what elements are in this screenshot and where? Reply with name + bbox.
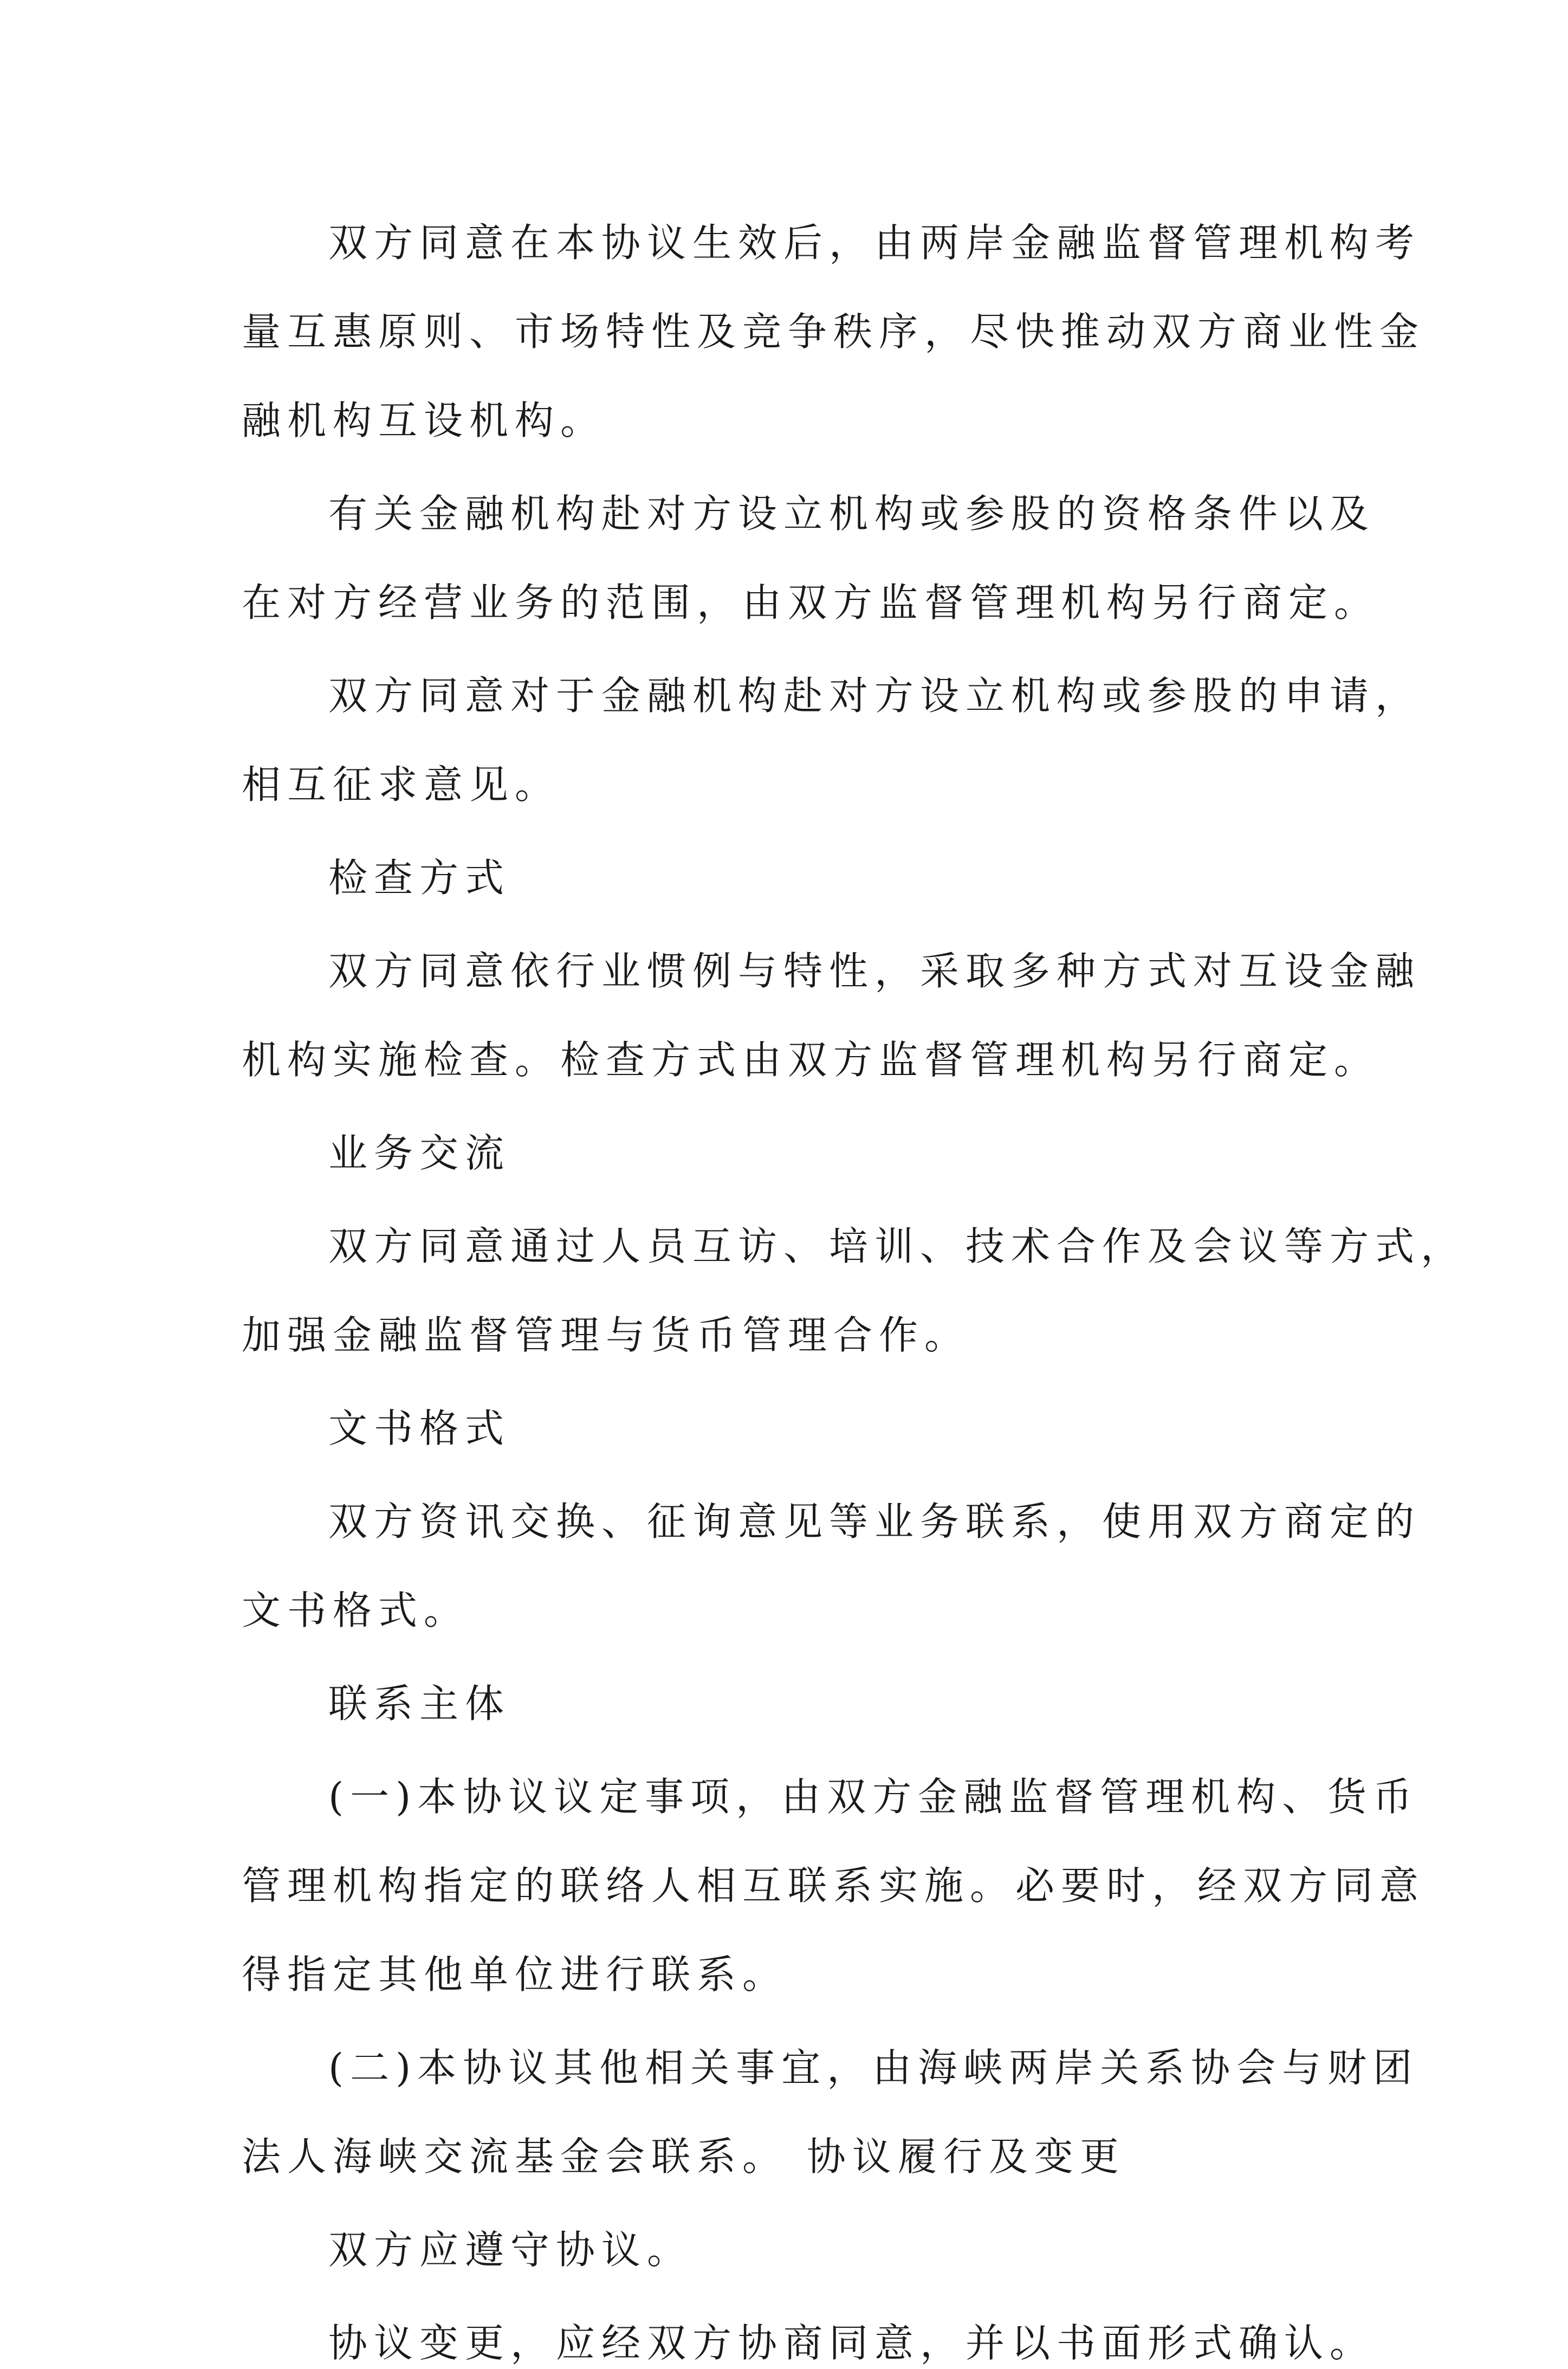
paragraph [242,2224,1336,2276]
text-line: 双方同意依行业惯例与特性，采取多种方式对互设金融 [328,948,1421,994]
text-line: 有关金融机构赴对方设立机构或参股的资格条件以及 [328,491,1376,536]
text-line: 双方同意对于金融机构赴对方设立机构或参股的申请， [328,673,1421,719]
paragraph [242,1220,1467,1361]
heading-text: 联系主体 [328,1681,511,1726]
paragraph [242,670,1421,811]
paragraph [242,2317,1376,2369]
section-heading [242,1402,1336,1454]
heading-text: 文书格式 [328,1406,511,1451]
text-line: 文书格式。 [242,1588,470,1633]
paragraph [242,945,1421,1086]
text-line: 管理机构指定的联络人相互联系实施。必要时，经双方同意 [242,1863,1426,1908]
document-page [242,217,1467,2369]
text-line: 机构实施检查。检查方式由双方监督管理机构另行商定。 [242,1037,1380,1083]
text-line: 双方同意通过人员互访、培训、技术合作及会议等方式， [328,1224,1467,1269]
heading-text: 检查方式 [328,855,511,901]
text-line: (二)本协议其他相关事宜，由海峡两岸关系协会与财团 [328,2045,1419,2090]
paragraph [242,1496,1421,1636]
text-line: 双方资讯交换、征询意见等业务联系，使用双方商定的 [328,1499,1421,1544]
text-line: 得指定其他单位进行联系。 [242,1952,788,1997]
text-line: 相互征求意见。 [242,762,561,807]
section-heading [242,852,1336,904]
text-line: 在对方经营业务的范围，由双方监督管理机构另行商定。 [242,580,1380,625]
paragraph [242,2042,1419,2183]
paragraph [242,217,1426,446]
section-heading [242,1678,1336,1730]
text-line: 双方同意在本协议生效后，由两岸金融监督管理机构考 [328,220,1421,266]
paragraph [242,488,1380,629]
text-line: 融机构互设机构。 [242,398,606,443]
text-line: (一)本协议议定事项，由双方金融监督管理机构、货币 [328,1774,1419,1820]
text-line: 量互惠原则、市场特性及竞争秩序，尽快推动双方商业性金 [242,309,1426,354]
paragraph [242,1771,1426,2001]
text-line: 法人海峡交流基金会联系。 协议履行及变更 [242,2134,1125,2179]
text-line: 加强金融监督管理与货币管理合作。 [242,1312,970,1358]
heading-text: 业务交流 [328,1130,511,1176]
text-line: 协议变更，应经双方协商同意，并以书面形式确认。 [328,2320,1376,2366]
section-heading [242,1127,1336,1179]
text-line: 双方应遵守协议。 [328,2227,693,2273]
